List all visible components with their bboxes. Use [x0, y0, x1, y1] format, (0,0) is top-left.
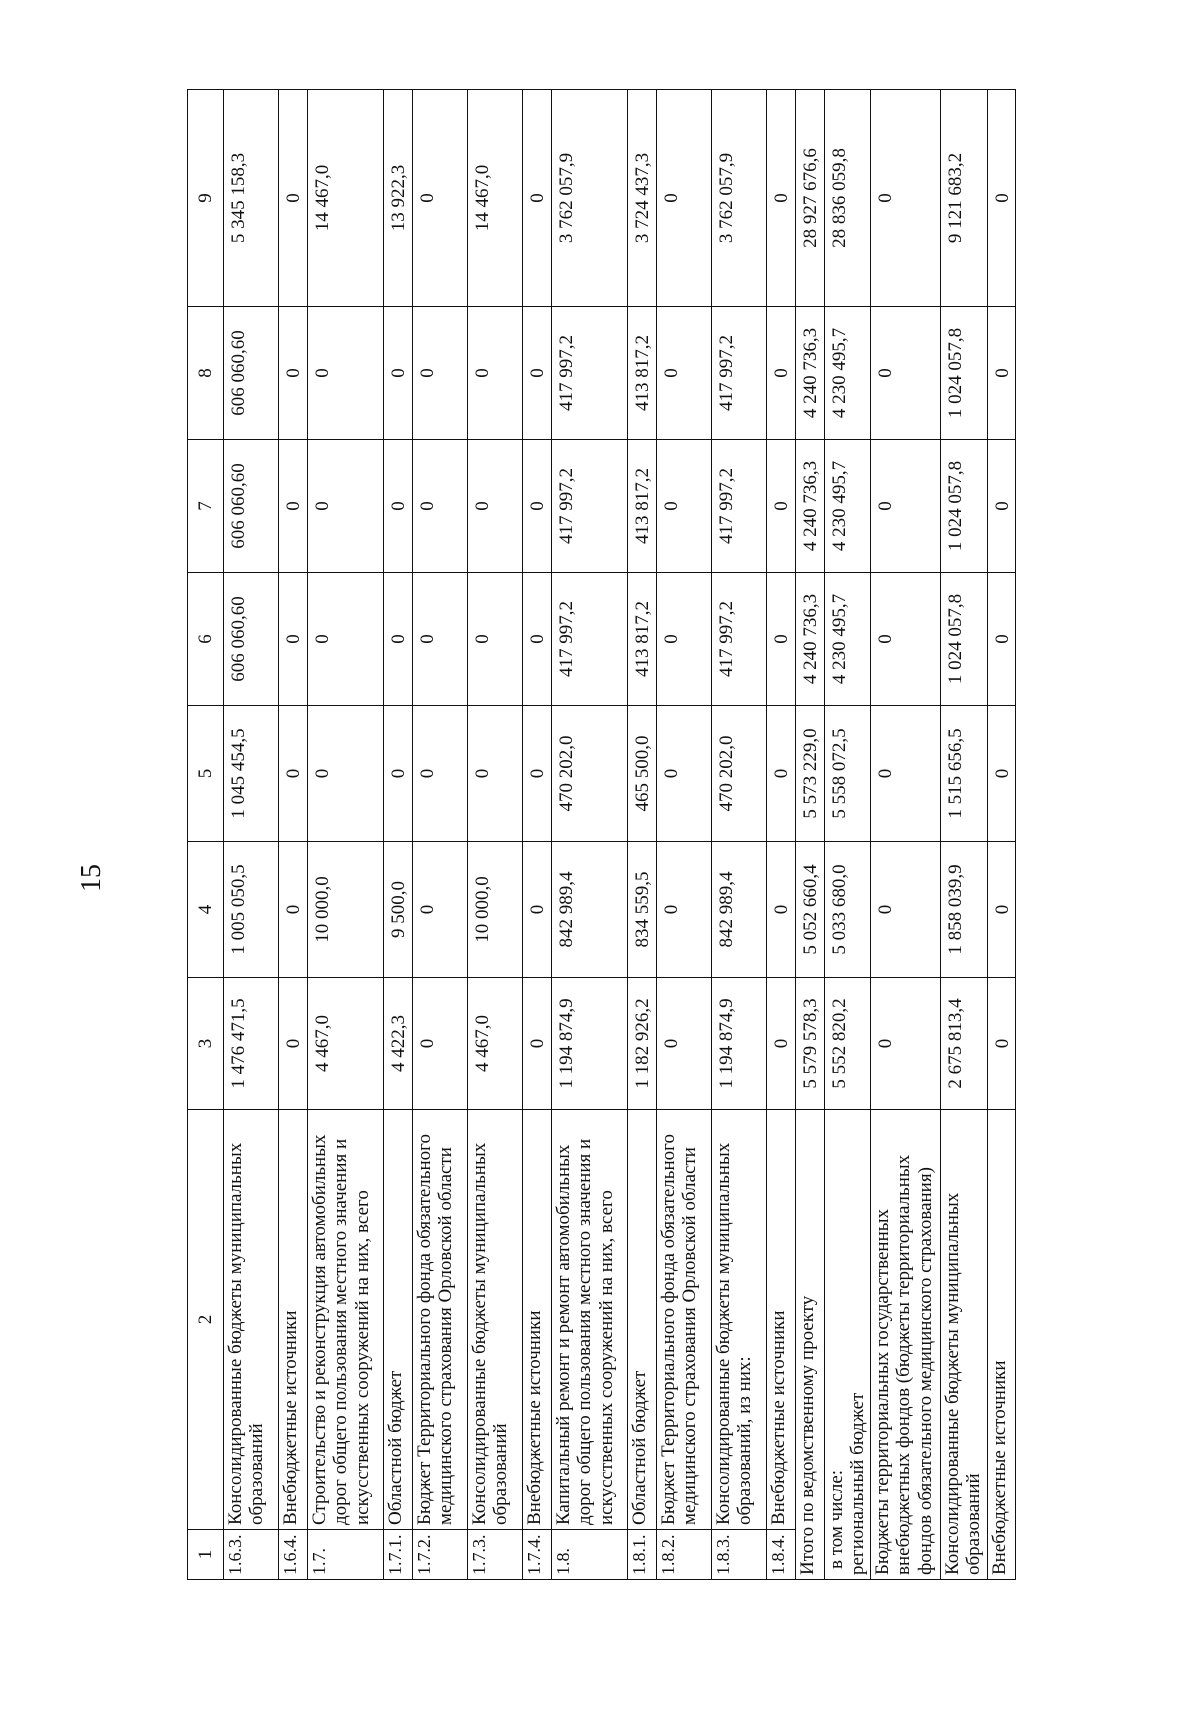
value-cell: 0	[468, 307, 523, 440]
value-cell: 0	[871, 440, 941, 573]
value-cell: 5 052 660,4	[796, 842, 825, 978]
row-number: 1.7.4.	[523, 1530, 552, 1580]
value-cell: 0	[657, 307, 712, 440]
value-cell: 28 927 676,6	[796, 90, 825, 307]
breakdown-label: Консолидированные бюджеты муниципальных образований	[941, 1110, 988, 1580]
value-cell: 0	[657, 90, 712, 307]
breakdown-label-line: в том числе:	[826, 1469, 847, 1569]
value-cell: 14 467,0	[468, 90, 523, 307]
row-name: Консолидированные бюджеты муниципальных образований	[224, 1110, 279, 1530]
value-cell: 1 045 454,5	[224, 706, 279, 842]
value-cell: 0	[279, 307, 308, 440]
header-cell: 7	[188, 440, 224, 573]
row-name: Областной бюджет	[628, 1110, 657, 1530]
value-cell: 1 194 874,9	[552, 978, 628, 1110]
value-cell: 0	[413, 307, 468, 440]
value-cell: 417 997,2	[552, 573, 628, 706]
row-name: Капитальный ремонт и ремонт автомобильных дорог общего пользования местного значения и искусственных сооружений на них, всего	[552, 1110, 628, 1530]
row-number: 1.8.1.	[628, 1530, 657, 1580]
value-cell: 606 060,60	[224, 440, 279, 573]
table-row	[224, 90, 279, 1580]
value-cell: 413 817,2	[628, 573, 657, 706]
breakdown-label: Бюджеты территориальных государственных внебюджетных фондов (бюджеты территориальных фондов обязательного медицинского страхования)	[871, 1110, 941, 1580]
value-cell: 4 467,0	[308, 978, 384, 1110]
value-cell: 417 997,2	[552, 440, 628, 573]
value-cell: 0	[279, 573, 308, 706]
row-name: Бюджет Территориального фонда обязательного медицинского страхования Орловской области	[657, 1110, 712, 1530]
total-label: Итого по ведомственному проекту	[796, 1110, 825, 1580]
value-cell: 842 989,4	[712, 842, 767, 978]
value-cell: 0	[871, 842, 941, 978]
value-cell: 0	[988, 440, 1016, 573]
table-row	[657, 90, 712, 1580]
value-cell: 0	[523, 307, 552, 440]
value-cell: 3 724 437,3	[628, 90, 657, 307]
value-cell: 0	[871, 573, 941, 706]
value-cell: 0	[279, 90, 308, 307]
value-cell: 606 060,60	[224, 573, 279, 706]
table-row	[413, 90, 468, 1580]
value-cell: 1 182 926,2	[628, 978, 657, 1110]
value-cell: 10 000,0	[308, 842, 384, 978]
value-cell: 0	[468, 440, 523, 573]
value-cell: 1 024 057,8	[941, 307, 988, 440]
value-cell: 0	[308, 573, 384, 706]
row-number: 1.7.1.	[384, 1530, 413, 1580]
value-cell: 1 024 057,8	[941, 440, 988, 573]
table-row	[523, 90, 552, 1580]
table-row	[468, 90, 523, 1580]
value-cell: 5 033 680,0	[825, 842, 871, 978]
header-cell: 4	[188, 842, 224, 978]
value-cell: 0	[767, 90, 796, 307]
header-cell: 3	[188, 978, 224, 1110]
breakdown-row	[871, 90, 941, 1580]
row-name: Консолидированные бюджеты муниципальных образований	[468, 1110, 523, 1530]
value-cell: 5 345 158,3	[224, 90, 279, 307]
breakdown-row	[825, 90, 871, 1580]
value-cell: 465 500,0	[628, 706, 657, 842]
value-cell: 0	[988, 842, 1016, 978]
value-cell: 0	[523, 90, 552, 307]
value-cell: 1 515 656,5	[941, 706, 988, 842]
page-number: 15	[76, 864, 107, 892]
value-cell: 413 817,2	[628, 307, 657, 440]
value-cell: 0	[384, 440, 413, 573]
value-cell: 0	[279, 440, 308, 573]
value-cell: 4 240 736,3	[796, 440, 825, 573]
value-cell: 0	[413, 706, 468, 842]
value-cell: 4 467,0	[468, 978, 523, 1110]
budget-table	[187, 89, 1016, 1580]
value-cell: 417 997,2	[712, 440, 767, 573]
header-cell: 1	[188, 1530, 224, 1580]
table-row	[767, 90, 796, 1580]
value-cell: 14 467,0	[308, 90, 384, 307]
value-cell: 0	[468, 573, 523, 706]
value-cell: 0	[767, 706, 796, 842]
row-name: Внебюджетные источники	[767, 1110, 796, 1530]
value-cell: 0	[384, 573, 413, 706]
value-cell: 0	[767, 978, 796, 1110]
value-cell: 5 573 229,0	[796, 706, 825, 842]
breakdown-label: Внебюджетные источники	[988, 1110, 1016, 1580]
value-cell: 0	[523, 706, 552, 842]
value-cell: 13 922,3	[384, 90, 413, 307]
row-number: 1.7.	[308, 1530, 384, 1580]
value-cell: 417 997,2	[552, 307, 628, 440]
value-cell: 417 997,2	[712, 307, 767, 440]
value-cell: 1 024 057,8	[941, 573, 988, 706]
row-number: 1.8.3.	[712, 1530, 767, 1580]
value-cell: 0	[413, 573, 468, 706]
value-cell: 0	[767, 440, 796, 573]
value-cell: 834 559,5	[628, 842, 657, 978]
table-row	[628, 90, 657, 1580]
value-cell: 0	[468, 706, 523, 842]
row-number: 1.7.2.	[413, 1530, 468, 1580]
row-name: Консолидированные бюджеты муниципальных образований, из них:	[712, 1110, 767, 1530]
total-row	[796, 90, 825, 1580]
value-cell: 9 500,0	[384, 842, 413, 978]
value-cell: 0	[384, 307, 413, 440]
value-cell: 0	[413, 90, 468, 307]
value-cell: 9 121 683,2	[941, 90, 988, 307]
value-cell: 470 202,0	[552, 706, 628, 842]
value-cell: 0	[279, 978, 308, 1110]
value-cell: 0	[988, 573, 1016, 706]
value-cell: 0	[988, 706, 1016, 842]
value-cell: 3 762 057,9	[552, 90, 628, 307]
value-cell: 0	[308, 307, 384, 440]
value-cell: 4 230 495,7	[825, 440, 871, 573]
row-number: 1.6.4.	[279, 1530, 308, 1580]
row-number: 1.8.4.	[767, 1530, 796, 1580]
table-row	[279, 90, 308, 1580]
value-cell: 28 836 059,8	[825, 90, 871, 307]
header-cell: 6	[188, 573, 224, 706]
value-cell: 0	[988, 307, 1016, 440]
value-cell: 0	[871, 307, 941, 440]
value-cell: 4 422,3	[384, 978, 413, 1110]
table-row	[552, 90, 628, 1580]
value-cell: 5 552 820,2	[825, 978, 871, 1110]
row-name: Строительство и реконструкция автомобильных дорог общего пользования местного значения и искусственных сооружений на них, всего	[308, 1110, 384, 1530]
value-cell: 0	[523, 842, 552, 978]
value-cell: 0	[871, 706, 941, 842]
row-name: Внебюджетные источники	[279, 1110, 308, 1530]
value-cell: 0	[657, 573, 712, 706]
row-number: 1.7.3.	[468, 1530, 523, 1580]
value-cell: 0	[523, 440, 552, 573]
header-cell: 9	[188, 90, 224, 307]
value-cell: 0	[657, 978, 712, 1110]
value-cell: 606 060,60	[224, 307, 279, 440]
value-cell: 0	[871, 90, 941, 307]
value-cell: 0	[384, 706, 413, 842]
rotated-table-wrapper	[187, 110, 1013, 1580]
value-cell: 5 579 578,3	[796, 978, 825, 1110]
value-cell: 0	[871, 978, 941, 1110]
table-row	[308, 90, 384, 1580]
value-cell: 2 675 813,4	[941, 978, 988, 1110]
table-row	[384, 90, 413, 1580]
value-cell: 1 476 471,5	[224, 978, 279, 1110]
value-cell: 0	[988, 978, 1016, 1110]
value-cell: 1 858 039,9	[941, 842, 988, 978]
row-number: 1.8.2.	[657, 1530, 712, 1580]
value-cell: 0	[279, 842, 308, 978]
value-cell: 413 817,2	[628, 440, 657, 573]
value-cell: 0	[657, 842, 712, 978]
value-cell: 0	[413, 842, 468, 978]
value-cell: 4 230 495,7	[825, 573, 871, 706]
header-cell: 8	[188, 307, 224, 440]
breakdown-row	[941, 90, 988, 1580]
row-name: Областной бюджет	[384, 1110, 413, 1530]
value-cell: 0	[988, 90, 1016, 307]
value-cell: 417 997,2	[712, 573, 767, 706]
value-cell: 5 558 072,5	[825, 706, 871, 842]
value-cell: 4 240 736,3	[796, 307, 825, 440]
value-cell: 1 194 874,9	[712, 978, 767, 1110]
header-cell: 5	[188, 706, 224, 842]
value-cell: 4 240 736,3	[796, 573, 825, 706]
row-name: Бюджет Территориального фонда обязательного медицинского страхования Орловской области	[413, 1110, 468, 1530]
value-cell: 0	[523, 573, 552, 706]
value-cell: 4 230 495,7	[825, 307, 871, 440]
value-cell: 3 762 057,9	[712, 90, 767, 307]
row-number: 1.8.	[552, 1530, 628, 1580]
value-cell: 0	[523, 978, 552, 1110]
breakdown-label-line: региональный бюджет	[847, 1392, 869, 1575]
value-cell: 0	[657, 440, 712, 573]
row-number: 1.6.3.	[224, 1530, 279, 1580]
table-row	[712, 90, 767, 1580]
value-cell: 842 989,4	[552, 842, 628, 978]
value-cell: 0	[279, 706, 308, 842]
value-cell: 470 202,0	[712, 706, 767, 842]
value-cell: 0	[308, 706, 384, 842]
value-cell: 0	[308, 440, 384, 573]
value-cell: 0	[767, 573, 796, 706]
row-name: Внебюджетные источники	[523, 1110, 552, 1530]
value-cell: 10 000,0	[468, 842, 523, 978]
value-cell: 0	[767, 842, 796, 978]
value-cell: 0	[767, 307, 796, 440]
value-cell: 1 005 050,5	[224, 842, 279, 978]
breakdown-label	[825, 1110, 871, 1580]
value-cell: 0	[657, 706, 712, 842]
breakdown-row	[988, 90, 1016, 1580]
header-cell: 2	[188, 1110, 224, 1530]
value-cell: 0	[413, 440, 468, 573]
value-cell: 0	[413, 978, 468, 1110]
header-row	[188, 90, 224, 1580]
